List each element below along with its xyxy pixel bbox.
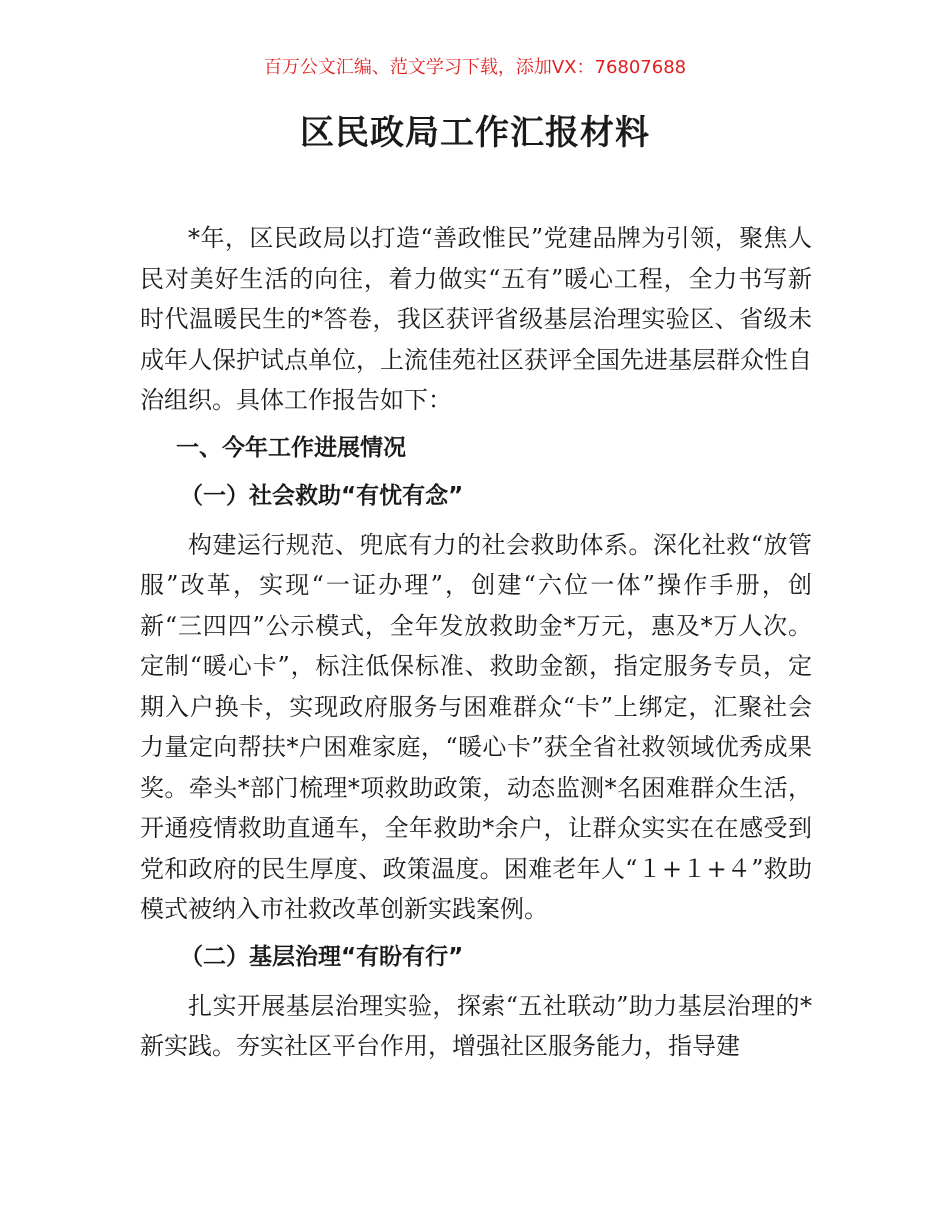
subsection-heading-1: （一）社会救助“有忧有念”: [180, 482, 464, 509]
document-title: 区民政局工作汇报材料: [300, 113, 650, 153]
document-body: [140, 218, 812, 1067]
subsection-2-paragraph: 扎实开展基层治理实验，探索“五社联动”助力基层治理的*新实践。夯实社区平台作用，增强社区服务能力，指导建: [140, 991, 812, 1060]
subsection-1-paragraph: 构建运行规范、兜底有力的社会救助体系。深化社救“放管服”改革，实现“一证办理”，创建“六位一体”操作手册，创新“三四四”公示模式，全年发放救助金*万元，惠及*万人次。定制“暖心卡”，标注低保标准、救助金额，指定服务专员，定期入户换卡，实现政府服务与困难群众“卡”上绑定，汇聚社会力量定向帮扶*户困难家庭，“暖心卡”获全省社救领域优秀成果奖。牵头*部门梳理*项救助政策，动态监测*名困难群众生活，开通疫情救助直通车，全年救助*余户，让群众实实在在感受到党和政府的民生厚度、政策温度。困难老年人“１+１+４”救助模式被纳入市社救改革创新实践案例。: [140, 530, 812, 923]
intro-paragraph: *年，区民政局以打造“善政惟民”党建品牌为引领，聚焦人民对美好生活的向往，着力做实“五有”暖心工程，全力书写新时代温暖民生的*答卷，我区获评省级基层治理实验区、省级未成年人保护试点单位，上流佳苑社区获评全国先进基层群众性自治组织。具体工作报告如下：: [140, 224, 812, 414]
header-watermark-note: 百万公文汇编、范文学习下载，添加VX：76807688: [263, 57, 687, 78]
section-heading-1: 一、今年工作进展情况: [176, 434, 406, 461]
subsection-heading-2: （二）基层治理“有盼有行”: [180, 943, 464, 970]
